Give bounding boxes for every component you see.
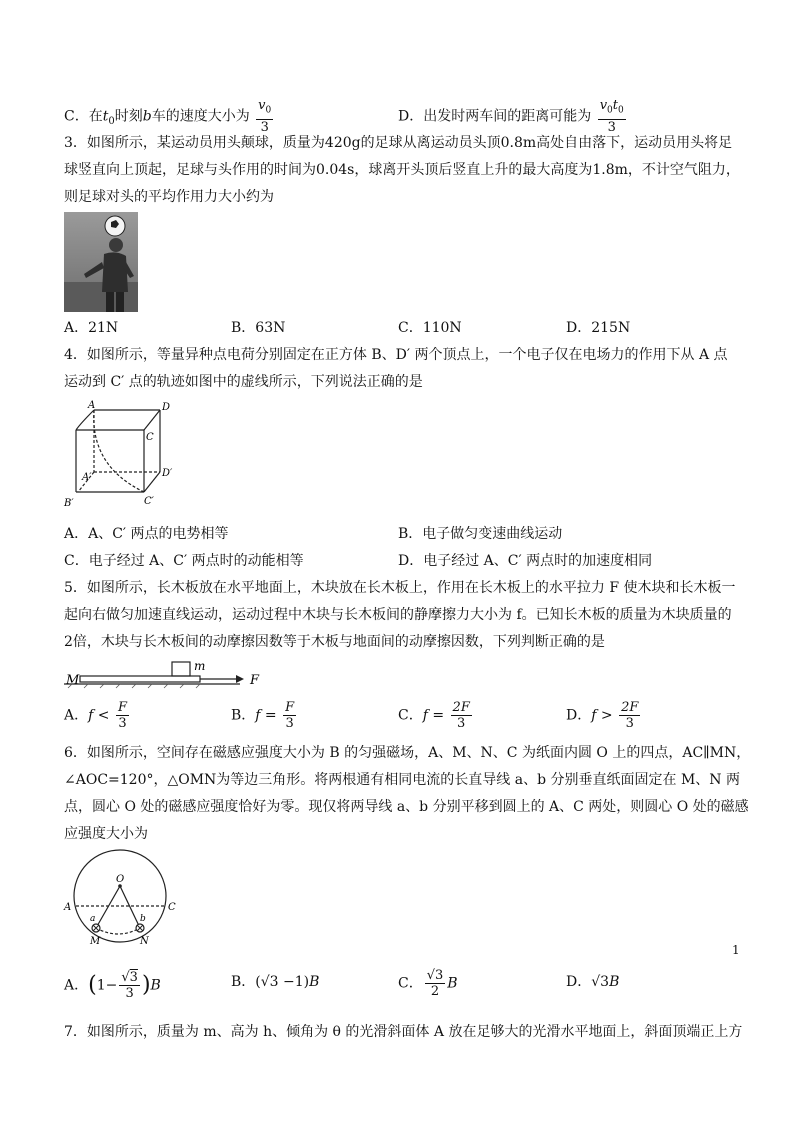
q5-option-a: [64, 700, 131, 731]
q4-fig-label-c-prime: C′: [144, 496, 154, 507]
q2-option-c-t: t: [102, 108, 109, 125]
q6-option-c-num: √3: [426, 968, 444, 983]
q6-option-a-expr: 1−: [96, 977, 118, 994]
q2-option-c-frac-num-sub: 0: [265, 105, 272, 116]
q6-fig-label-wire-a: a: [90, 914, 96, 924]
q5-fig-label-big-m: M: [66, 673, 80, 688]
q4-option-d: D．电子经过 A、C′ 两点时的加速度相同: [398, 553, 653, 569]
q4-fig-label-b-prime: B′: [64, 498, 74, 509]
q4-cube-diagram: [60, 396, 180, 514]
q6-side-mark: 1: [732, 943, 740, 957]
q7-line-1: 7．如图所示，质量为 m、高为 h、倾角为 θ 的光滑斜面体 A 放在足够大的光滑水平地面上，斜面顶端正上方: [64, 1024, 743, 1040]
q6-option-a-sqrt: 3: [129, 970, 138, 985]
q6-option-a-fraction: $\frac{√3}{3}$: [121, 970, 138, 1001]
q6-option-a: A．(1− $\frac{√3}{3}$ )B: [64, 970, 161, 1001]
q5-option-c-relation: f =: [422, 707, 445, 724]
q6-fig-label-c: C: [168, 902, 176, 913]
q5-option-a-label: A．: [64, 707, 89, 724]
q6-option-d-expr: √3: [591, 974, 610, 990]
q5-option-d: [566, 700, 642, 731]
q2-option-c-b: b: [142, 108, 152, 125]
q2-option-d-frac-t: t: [612, 98, 619, 113]
q2-option-d-frac-den: 3: [607, 119, 616, 135]
q6-line-3: 点，圆心 O 处的磁感应强度恰好为零。现仅将两导线 a、b 分别平移到圆上的 A、C 两处，则圆心 O 处的磁感: [64, 799, 749, 815]
q5-option-b: [231, 700, 298, 731]
q3-option-d: D．215N: [566, 320, 631, 336]
q3-photo-heading-ball: [64, 212, 138, 312]
q6-fig-label-m: M: [90, 936, 101, 947]
q6-option-d-label: D．: [566, 974, 592, 990]
q2-option-c-t-sub: 0: [108, 116, 115, 128]
q6-option-c-fraction: [425, 968, 446, 999]
q2-option-c-mid: 时刻: [114, 108, 143, 125]
q4-fig-label-d: D: [162, 402, 171, 413]
q6-option-a-label: A．: [64, 977, 89, 994]
q5-option-b-relation: f =: [255, 707, 277, 724]
q5-option-b-label: B．: [231, 707, 256, 724]
q6-option-b-expr: (√3 −1): [255, 974, 310, 990]
q3-line-2: 球竖直向上顶起，足球与头作用的时间为0.04s，球离开头顶后竖直上升的最大高度为1.8m，不计空气阻力，: [64, 162, 740, 178]
q5-option-a-fraction: [116, 700, 129, 731]
q6-option-b-b: B: [309, 974, 320, 990]
q4-fig-label-d-prime: D′: [162, 468, 173, 479]
q5-option-c-label: C．: [398, 707, 423, 724]
q6-option-d: [566, 972, 619, 992]
q5-fig-label-f: F: [250, 673, 260, 688]
q6-fig-label-n: N: [140, 936, 149, 947]
q2-option-d: [398, 98, 628, 135]
q2-option-c-fraction: [256, 98, 273, 135]
q5-line-3: 2倍，木块与长木板间的动摩擦因数等于木板与地面间的动摩擦因数，下列判断正确的是: [64, 634, 605, 650]
q2-option-d-frac-v: v: [599, 98, 608, 113]
q6-line-2: ∠AOC=120°，△OMN为等边三角形。将两根通有相同电流的长直导线 a、b 分别垂直纸面固定在 M、N 两: [64, 772, 741, 788]
q4-option-c: C．电子经过 A、C′ 两点时的动能相等: [64, 553, 304, 569]
q5-option-b-den: 3: [285, 716, 294, 731]
q6-circle-diagram: [62, 848, 188, 948]
q5-option-b-num: F: [285, 700, 295, 715]
q3-line-3: 则足球对头的平均作用力大小约为: [64, 189, 274, 205]
q6-option-c: [398, 968, 458, 999]
q4-line-2: 运动到 C′ 点的轨迹如图中的虚线所示，下列说法正确的是: [64, 374, 423, 390]
q4-option-b: B．电子做匀变速曲线运动: [398, 526, 563, 542]
q4-fig-label-a-prime: A′: [82, 472, 92, 483]
q6-option-b-label: B．: [231, 974, 256, 990]
q2-option-c-frac-num: v: [258, 98, 266, 113]
q4-option-a: A．A、C′ 两点的电势相等: [64, 526, 229, 542]
q6-fig-label-wire-b: b: [140, 914, 146, 924]
q2-option-c-label: C．在: [64, 108, 103, 125]
q5-line-1: 5．如图所示，长木板放在水平地面上，木块放在长木板上，作用在长木板上的水平拉力 F 使木块和长木板一: [64, 580, 736, 596]
q5-option-a-relation: f <: [88, 707, 110, 724]
q6-option-c-b: B: [447, 975, 458, 992]
q6-option-c-den: 2: [430, 984, 440, 999]
q2-option-c: [64, 98, 275, 135]
q5-option-a-den: 3: [118, 716, 127, 731]
q5-fig-label-small-m: m: [194, 659, 206, 673]
q5-line-2: 起向右做匀加速直线运动，运动过程中木块与长木板间的静摩擦力大小为 f。已知长木板的质量为木块质量的: [64, 607, 732, 623]
q5-option-c: [398, 700, 474, 731]
q5-option-b-fraction: [283, 700, 296, 731]
q5-option-d-den: 3: [625, 716, 634, 731]
q4-fig-label-c: C: [146, 432, 154, 443]
q3-option-c: C．110N: [398, 320, 462, 336]
q5-option-c-fraction: [451, 700, 472, 731]
q2-option-d-frac-v-sub: 0: [607, 105, 613, 116]
q2-option-d-label: D．出发时两车间的距离可能为: [398, 108, 592, 125]
q4-fig-label-a: A: [88, 400, 96, 411]
q6-fig-label-o: O: [116, 874, 125, 885]
q6-fig-label-a: A: [64, 902, 72, 913]
q6-option-a-den: 3: [125, 986, 134, 1001]
q5-option-d-num: 2F: [621, 700, 639, 715]
q2-option-c-rest: 车的速度大小为: [151, 108, 250, 125]
q3-option-a: A．21N: [64, 320, 119, 336]
q5-option-d-relation: f >: [591, 707, 613, 724]
q5-board-block-diagram: [64, 656, 274, 690]
q5-option-a-num: F: [117, 700, 127, 715]
q6-line-1: 6．如图所示，空间存在磁感应强度大小为 B 的匀强磁场，A、M、N、C 为纸面内圆 O 上的四点，AC∥MN，: [64, 745, 751, 761]
q2-option-d-frac-t-sub: 0: [618, 105, 624, 116]
q6-option-d-b: B: [609, 974, 620, 990]
q4-line-1: 4．如图所示，等量异种点电荷分别固定在正方体 B、D′ 两个顶点上，一个电子仅在电场力的作用下从 A 点: [64, 347, 728, 363]
q2-option-c-frac-den: 3: [260, 119, 269, 135]
q5-option-c-num: 2F: [452, 700, 470, 715]
q6-option-b: [231, 972, 319, 992]
q3-line-1: 3．如图所示，某运动员用头颠球，质量为420g的足球从离运动员头顶0.8m高处自由落下，运动员用头将足: [64, 135, 733, 151]
q2-option-d-fraction: [598, 98, 626, 135]
q3-option-b: B．63N: [231, 320, 286, 336]
q6-option-a-b: B: [150, 977, 161, 994]
q6-line-4: 应强度大小为: [64, 826, 148, 842]
q5-option-d-label: D．: [566, 707, 592, 724]
q6-option-c-label: C．: [398, 975, 423, 992]
q5-option-c-den: 3: [457, 716, 466, 731]
q5-option-d-fraction: [619, 700, 640, 731]
